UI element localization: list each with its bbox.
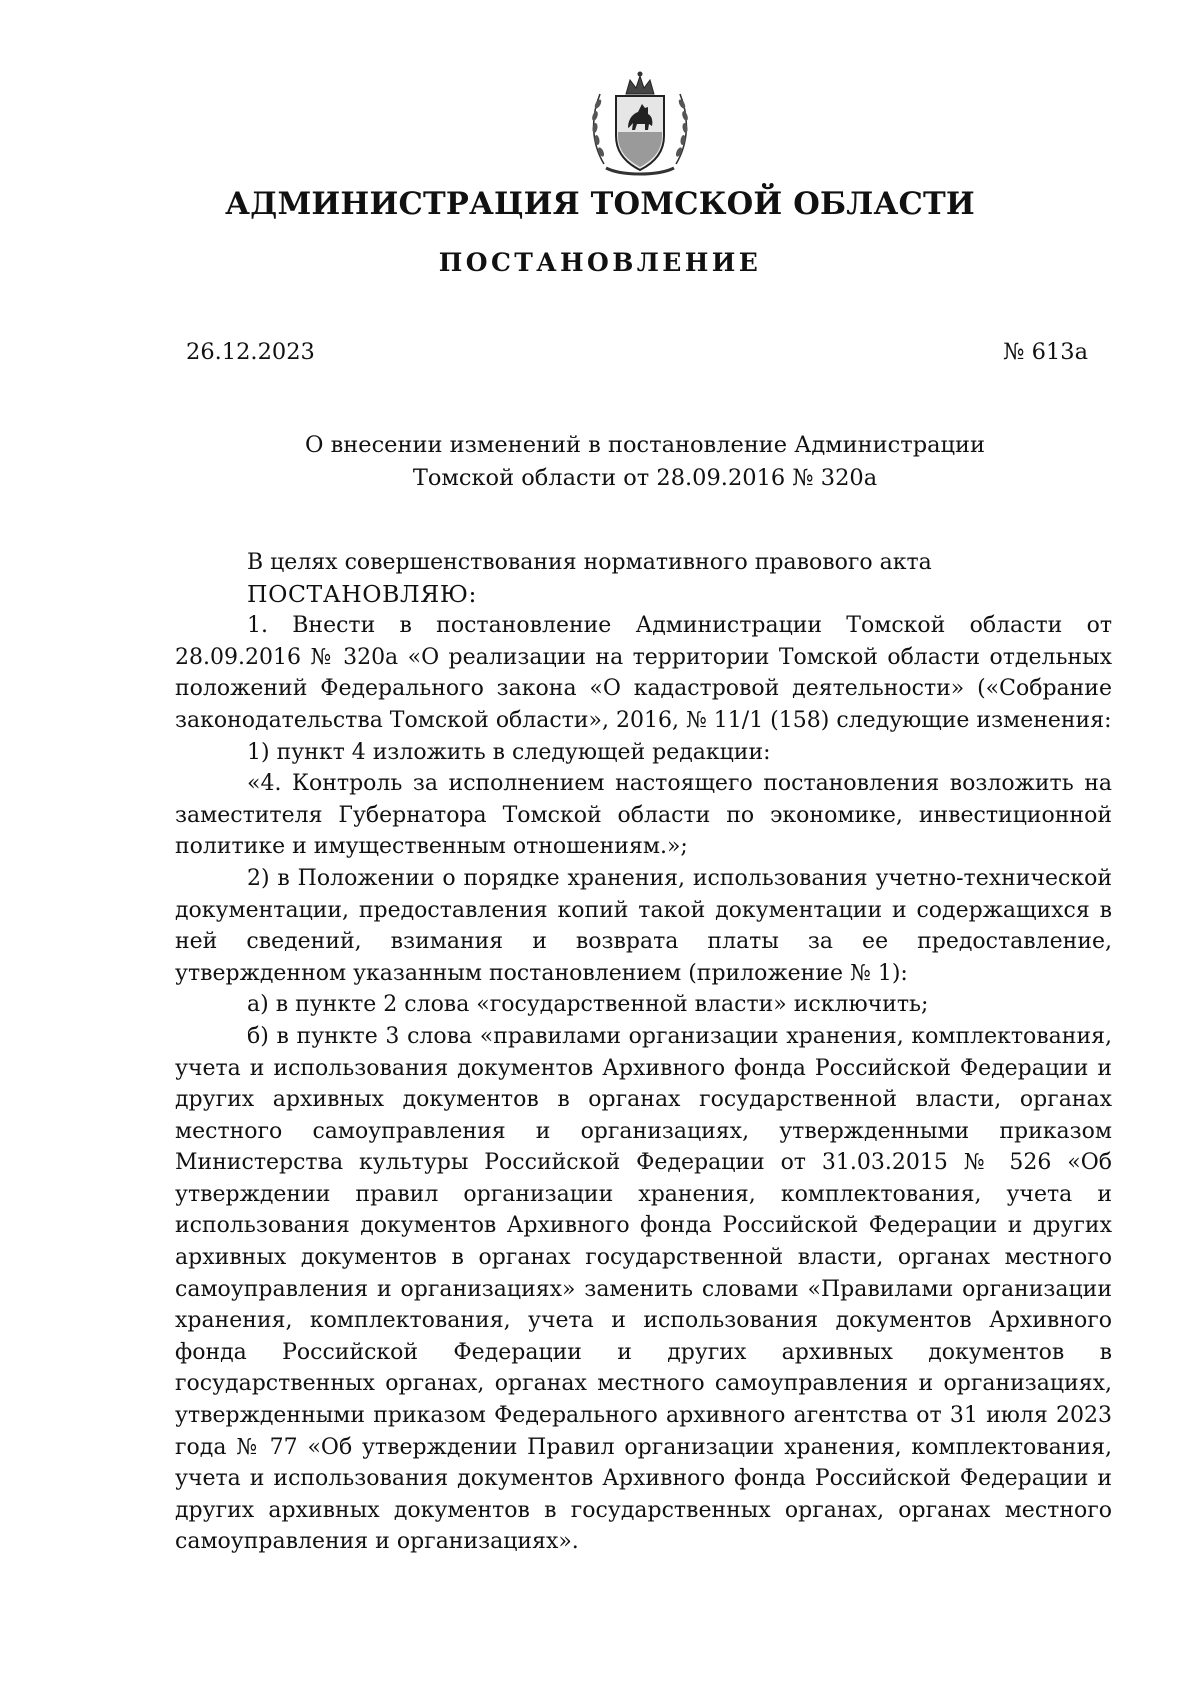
document-body [175, 547, 1112, 1558]
paragraph-1: 1. Внести в постановление Администрации Томской области от 28.09.2016 № 320а «О реализации на территории Томской области отдельных положений Федерального закона «О кадастровой деятельности» («Собрание законодательства Томской области», 2016, № 11/1 (158) следующие изменения: [175, 613, 1112, 733]
paragraph-new-point-4: «4. Контроль за исполнением настоящего постановления возложить на заместителя Губернатора Томской области по экономике, инвестиционной политике и имущественным отношениям.»; [175, 771, 1112, 860]
subitem-b: б) в пункте 3 слова «правилами организации хранения, комплектования, учета и использования документов Архивного фонда Российской Федерации и других архивных документов в органах государственной власти, органах местного самоуправления и организациях, утвержденными приказом Министерства культуры Российской Федерации от 31.03.2015 № 526 «Об утверждении правил организации хранения, комплектования, учета и использования документов Архивного фонда Российской Федерации и других архивных документов в органах государственной власти, органах местного самоуправления и организациях» заменить словами «Правилами организации хранения, комплектования, учета и использования документов Архивного фонда Российской Федерации и других архивных документов в государственных органах, органах местного самоуправления и организациях, утвержденными приказом Федерального архивного агентства от 31 июля 2023 года № 77 «Об утверждении Правил организации хранения, комплектования, учета и использования документов Архивного фонда Российской Федерации и других архивных документов в государственных органах, органах местного самоуправления и организациях». [175, 1023, 1112, 1555]
document-number: № 613а [1003, 339, 1088, 365]
document-date: 26.12.2023 [186, 339, 315, 365]
coat-of-arms-icon [582, 64, 698, 184]
document-type: ПОСТАНОВЛЕНИЕ [438, 248, 762, 277]
paragraph-1-item-1: 1) пункт 4 изложить в следующей редакции: [247, 739, 771, 765]
preamble: В целях совершенствования нормативного правового акта [247, 550, 932, 575]
subitem-a: а) в пункте 2 слова «государственной власти» исключить; [247, 992, 929, 1018]
subject-line-2: Томской области от 28.09.2016 № 320а [412, 465, 878, 491]
document-subject [180, 429, 1110, 495]
organization-title: АДМИНИСТРАЦИЯ ТОМСКОЙ ОБЛАСТИ [225, 186, 975, 222]
decree-word: ПОСТАНОВЛЯЮ: [247, 579, 477, 608]
subject-line-1: О внесении изменений в постановление Администрации [305, 432, 985, 458]
paragraph-1-item-2: 2) в Положении о порядке хранения, использования учетно-технической документации, предоставления копий такой документации и содержащихся в ней сведений, взимания и возврата платы за ее предоставление, утвержденном указанным постановлением (приложение № 1): [175, 865, 1112, 986]
